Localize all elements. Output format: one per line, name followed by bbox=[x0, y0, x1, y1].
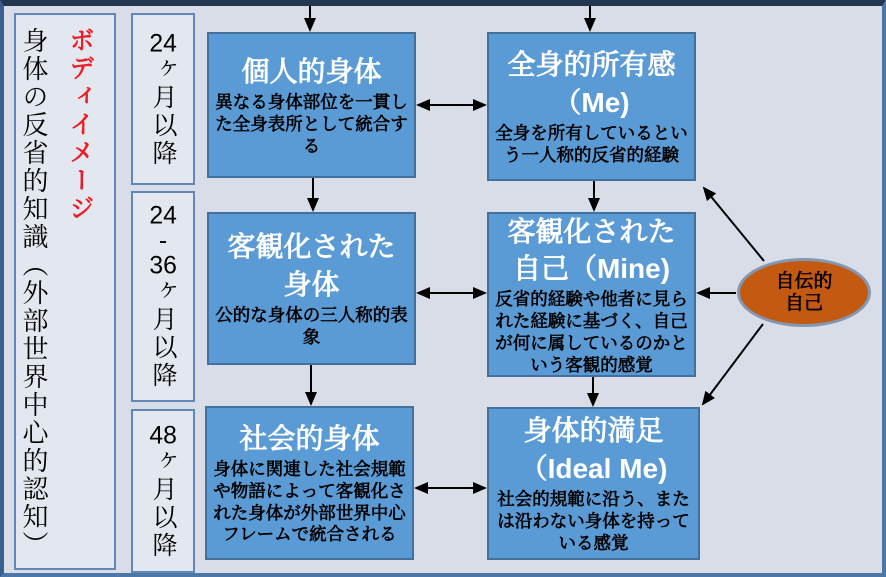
timeline-24-months-label: 24ヶ月以降 bbox=[149, 30, 177, 168]
timeline-24-36-months bbox=[131, 191, 195, 402]
body-image-vertical-text bbox=[16, 15, 110, 568]
title-line: 客観化された bbox=[507, 215, 676, 247]
box-objectified-body bbox=[207, 212, 416, 365]
box-whole-body-ownership bbox=[487, 32, 696, 181]
box-objectified-body-description: 公的な身体の三人称的表象 bbox=[215, 304, 408, 347]
title-line: 個人的身体 bbox=[241, 55, 382, 87]
title-line: 全身的所有感 bbox=[507, 49, 676, 81]
reflective-knowledge-label: 身体の反省的知識（外部世界中心的認知） bbox=[19, 27, 49, 559]
title-line: 社会的身体 bbox=[239, 422, 380, 454]
box-personal-body bbox=[207, 32, 416, 178]
autobiographical-self-line2: 自己 bbox=[784, 292, 823, 314]
box-personal-body-description: 異なる身体部位を一貫した全身表所として統合する bbox=[215, 91, 408, 156]
box-social-body-description: 身体に関連した社会規範や物語によって客観化された身体が外部世界中心フレームで統合される bbox=[213, 458, 406, 545]
body-image-panel bbox=[14, 13, 116, 570]
timeline-48-months bbox=[131, 409, 195, 573]
arrow-autobiographical-self-to-ownership bbox=[704, 188, 764, 261]
title-line: （Ideal Me) bbox=[519, 452, 668, 484]
timeline-24-36-months-label: 24-36ヶ月以降 bbox=[149, 203, 177, 390]
autobiographical-self-line1: 自伝的 bbox=[775, 271, 833, 293]
autobiographical-self-ellipse bbox=[737, 258, 871, 327]
box-social-body bbox=[205, 406, 414, 560]
box-objectified-body-title bbox=[227, 228, 395, 302]
timeline-48-months-label: 48ヶ月以降 bbox=[149, 422, 177, 560]
box-social-body-title bbox=[239, 420, 379, 457]
box-personal-body-title bbox=[241, 53, 381, 90]
box-objectified-self-description: 反省的経験や他者に見られた経験に基づく、自己が何に属しているのかという客観的感覚 bbox=[495, 288, 688, 375]
box-objectified-self-title bbox=[507, 213, 675, 287]
box-body-satisfaction-title bbox=[520, 412, 668, 486]
title-line: 客観化された bbox=[227, 231, 396, 263]
title-line: 自己（Mine) bbox=[512, 252, 671, 284]
box-body-satisfaction bbox=[487, 407, 700, 560]
box-whole-body-ownership-title bbox=[507, 46, 675, 120]
title-line: 身体的満足 bbox=[523, 415, 664, 447]
title-line: （Me) bbox=[553, 86, 630, 118]
box-whole-body-ownership-description: 全身を所有しているという一人称的反省的経験 bbox=[495, 122, 688, 165]
title-line: 身体 bbox=[283, 268, 340, 300]
box-objectified-self bbox=[487, 212, 696, 377]
timeline-24-months bbox=[131, 13, 195, 185]
box-body-satisfaction-description: 社会的規範に沿う、または沿わない身体を持っている感覚 bbox=[497, 488, 690, 553]
body-image-label: ボディイメージ bbox=[66, 27, 94, 223]
arrow-autobiographical-self-to-body-satisfaction bbox=[703, 324, 763, 404]
